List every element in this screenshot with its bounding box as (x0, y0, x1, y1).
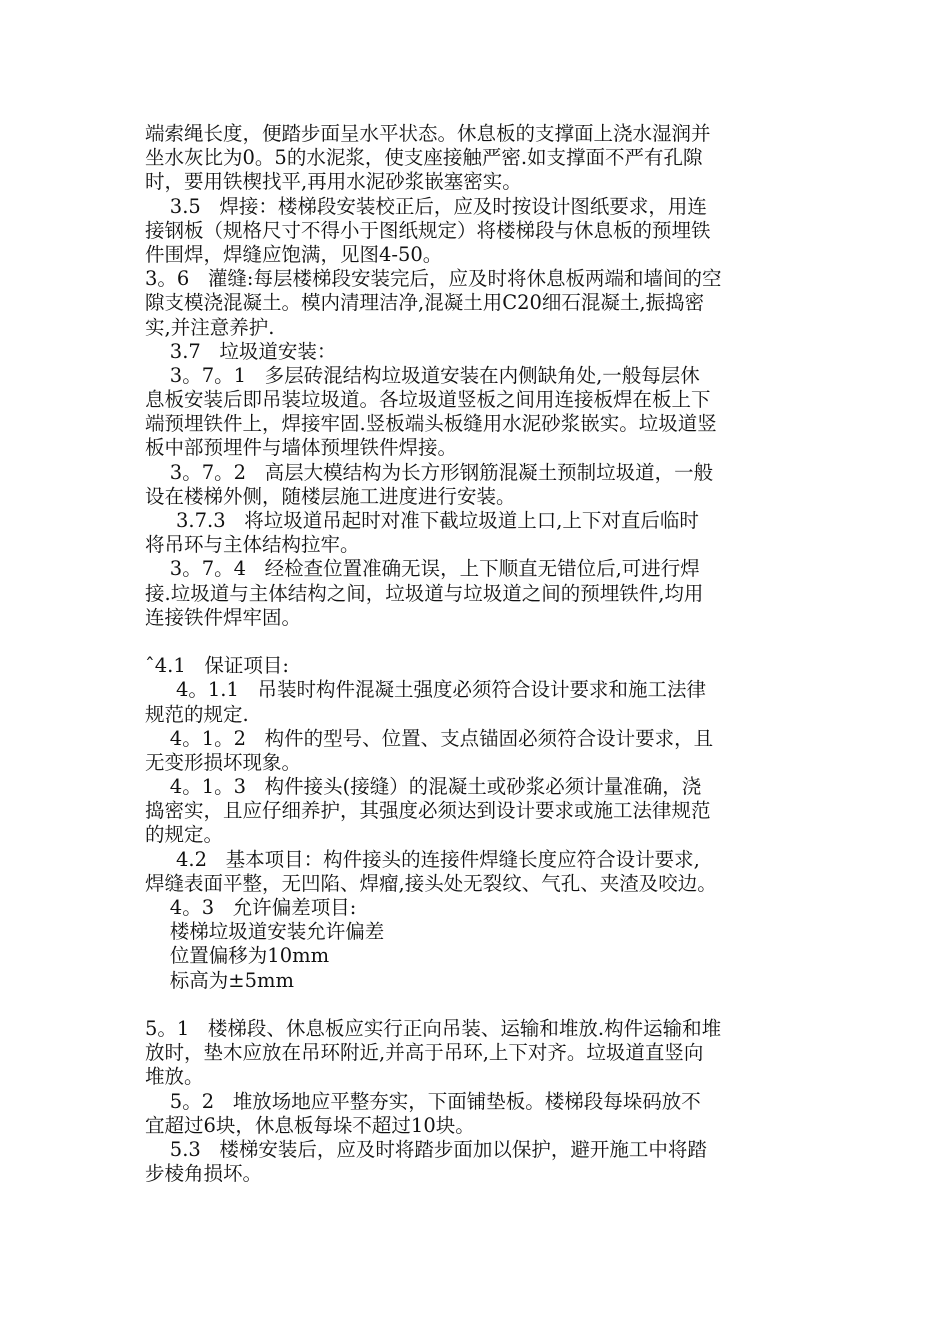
text-line: 接.垃圾道与主体结构之间，垃圾道与垃圾道之间的预埋铁件,均用 (145, 581, 704, 605)
text-line: 连接铁件焊牢固。 (145, 605, 302, 629)
text-line: 隙支模浇混凝土。模内清理洁净,混凝土用C20细石混凝土,振捣密 (145, 291, 705, 315)
text-line: 5。2 堆放场地应平整夯实，下面铺垫板。楼梯段每垛码放不 (145, 1089, 701, 1113)
text-line: 3。6 灌缝:每层楼梯段安装完后，应及时将休息板两端和墙间的空 (145, 267, 722, 291)
text-line: 4。1。2 构件的型号、位置、支点锚固必须符合设计要求，且 (145, 726, 714, 750)
text-line: 3.5 焊接：楼梯段安装校正后，应及时按设计图纸要求，用连 (145, 194, 707, 218)
text-line: 堆放。 (145, 1065, 204, 1089)
text-line: 4。1。3 构件接头(接缝）的混凝土或砂浆必须计量准确，浇 (145, 775, 702, 799)
text-line: 时，要用铁楔找平,再用水泥砂浆嵌塞密实。 (145, 170, 522, 194)
text-line: 焊缝表面平整，无凹陷、焊瘤,接头处无裂纹、气孔、夹渣及咬边。 (145, 871, 717, 895)
text-line: 端索绳长度，便踏步面呈水平状态。休息板的支撑面上浇水湿润并 (145, 122, 711, 145)
text-line: 宜超过6块，休息板每垛不超过10块。 (145, 1113, 475, 1137)
blank-line (145, 630, 810, 654)
text-line: 板中部预埋件与墙体预埋铁件焊接。 (145, 436, 458, 460)
text-line: 楼梯垃圾道安装允许偏差 (145, 920, 385, 944)
text-line: 捣密实，且应仔细养护，其强度必须达到设计要求或施工法律规范 (145, 799, 711, 823)
text-line: 4。3 允许偏差项目: (145, 896, 357, 919)
text-line: 件围焊，焊缝应饱满，见图4-50。 (145, 242, 443, 266)
text-line: 3。7。1 多层砖混结构垃圾道安装在内侧缺角处,一般每层休 (145, 363, 700, 387)
text-line: 位置偏移为10mm (145, 944, 330, 968)
text-line: 端预埋铁件上，焊接牢固.竖板端头板缝用水泥砂浆嵌实。垃圾道竖 (145, 412, 717, 436)
text-line: ˆ4.1 保证项目: (145, 654, 289, 678)
blank-line (145, 993, 810, 1017)
text-line: 坐水灰比为0。5的水泥浆，使支座接触严密.如支撑面不严有孔隙 (145, 146, 703, 170)
text-line: 3。7。4 经检查位置准确无误，上下顺直无错位后,可进行焊 (145, 557, 700, 581)
text-line: 5.3 楼梯安装后，应及时将踏步面加以保护，避开施工中将踏 (145, 1137, 707, 1161)
text-line: 3。7。2 高层大模结构为长方形钢筋混凝土预制垃圾道，一般 (145, 460, 714, 484)
text-line: 息板安装后即吊装垃圾道。各垃圾道竖板之间用连接板焊在板上下 (145, 388, 711, 412)
body-text (145, 122, 810, 1186)
text-line: 4.2 基本项目：构件接头的连接件焊缝长度应符合设计要求, (145, 847, 700, 871)
text-line: 步棱角损坏。 (145, 1162, 263, 1186)
text-line: 放时，垫木应放在吊环附近,并高于吊环,上下对齐。垃圾道直竖向 (145, 1041, 704, 1065)
text-line: 将吊环与主体结构拉牢。 (145, 533, 360, 557)
text-line: 标高为±5mm (145, 968, 295, 992)
text-line: 3.7.3 将垃圾道吊起时对准下截垃圾道上口,上下对直后临时 (145, 509, 699, 532)
text-line: 的规定。 (145, 823, 224, 847)
text-line: 规范的规定. (145, 702, 249, 726)
text-line: 实,并注意养护. (145, 315, 275, 339)
text-line: 3.7 垃圾道安装： (145, 339, 337, 363)
text-line: 接钢板（规格尺寸不得小于图纸规定）将楼梯段与休息板的预埋铁 (145, 218, 711, 242)
text-line: 4。1.1 吊装时构件混凝土强度必须符合设计要求和施工法律 (145, 678, 707, 702)
text-line: 5。1 楼梯段、休息板应实行正向吊装、运输和堆放.构件运输和堆 (145, 1016, 722, 1040)
text-line: 设在楼梯外侧，随楼层施工进度进行安装。 (145, 484, 516, 508)
text-line: 无变形损坏现象。 (145, 750, 302, 774)
